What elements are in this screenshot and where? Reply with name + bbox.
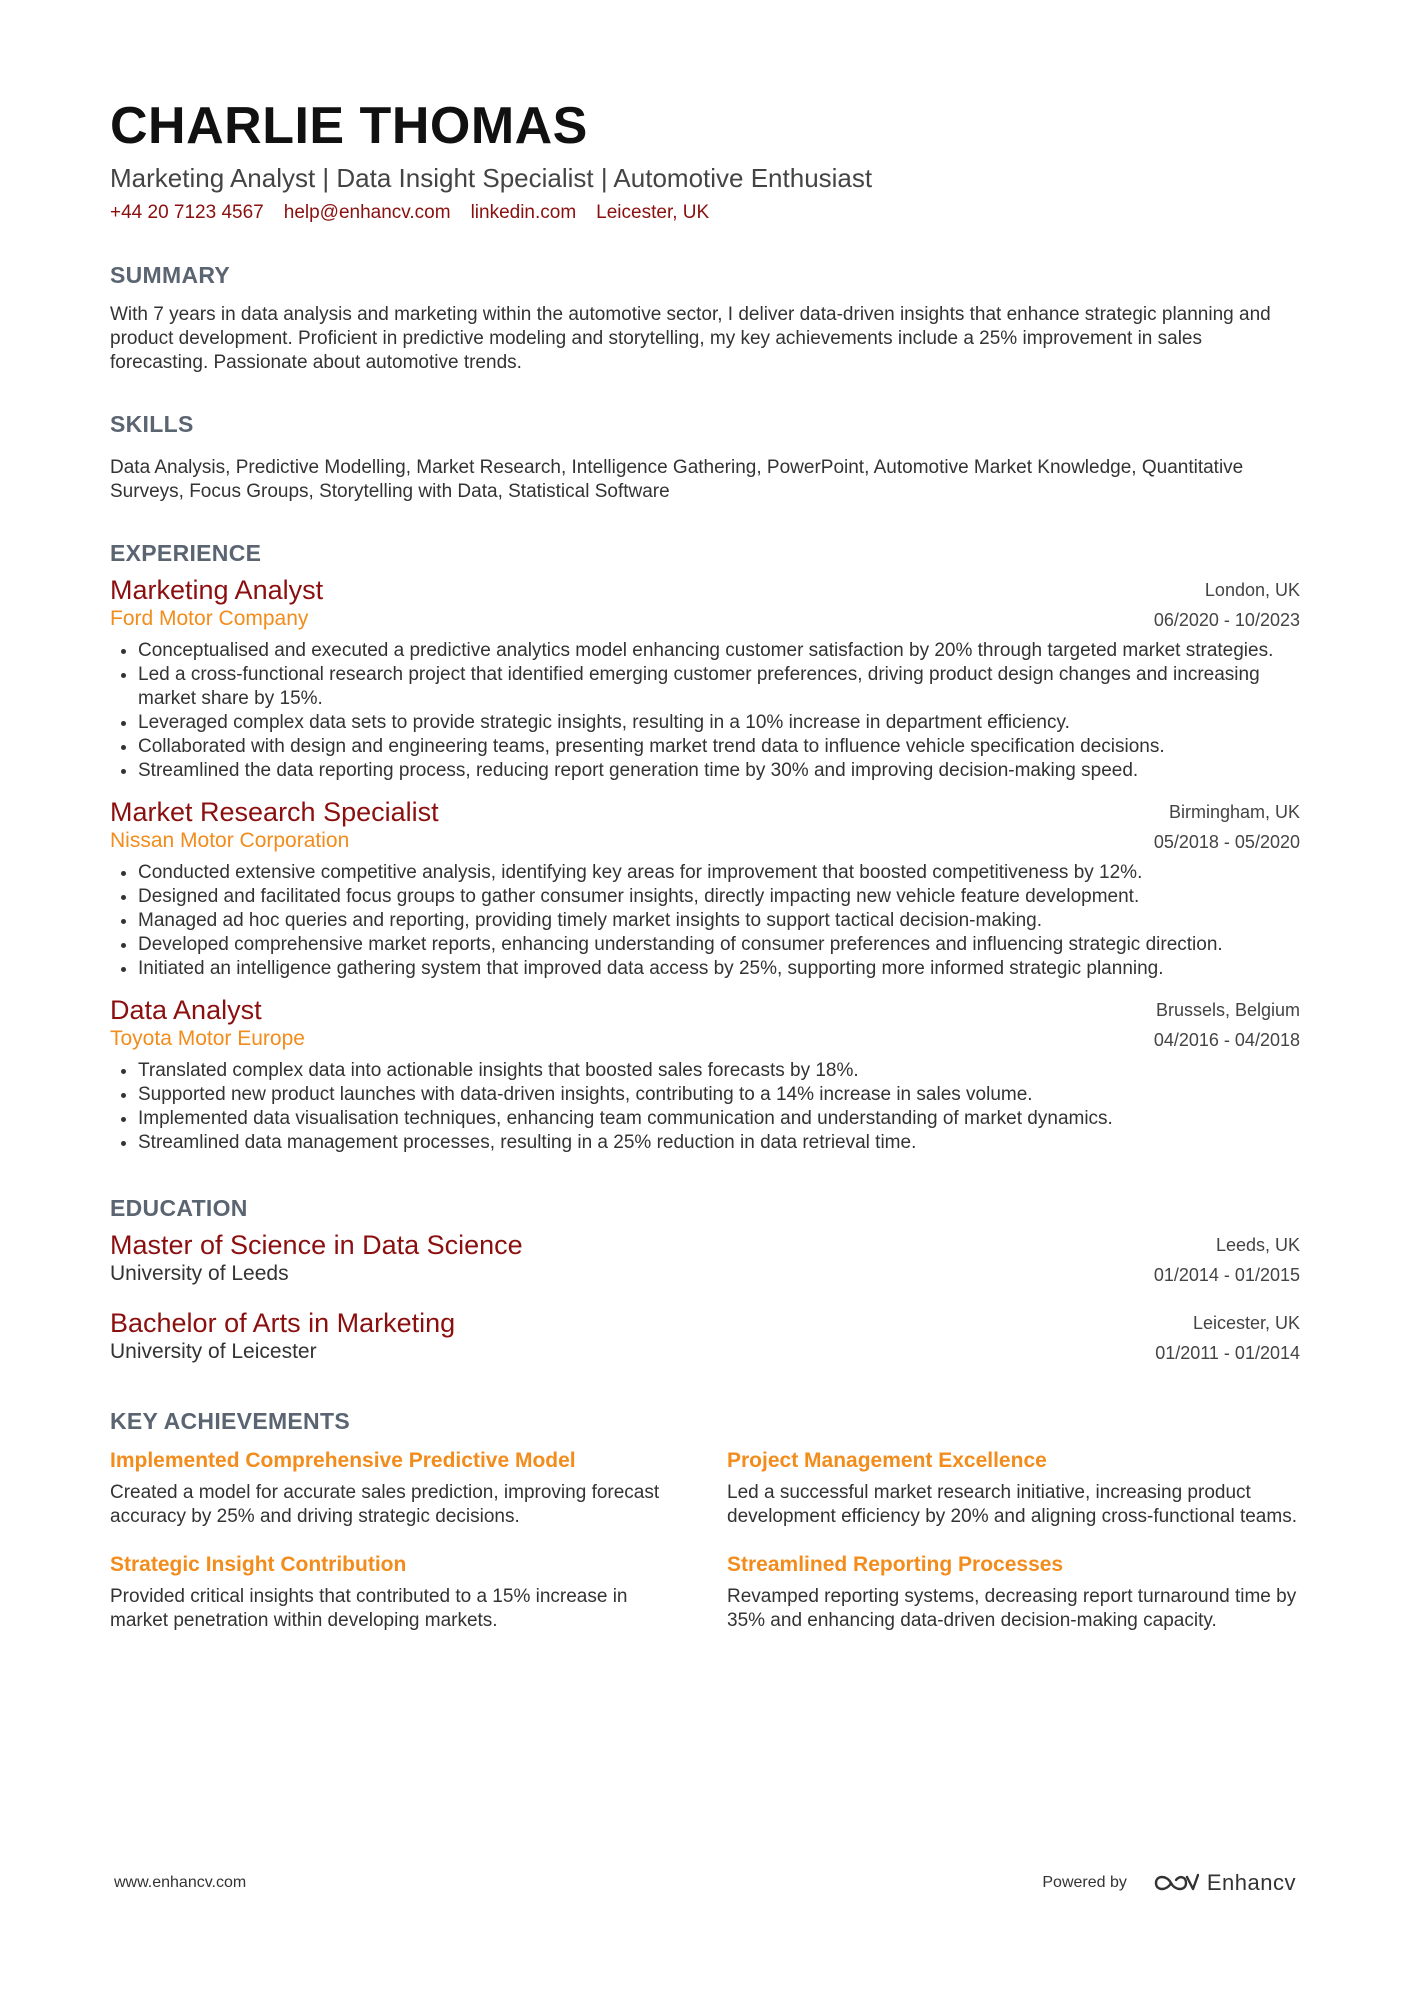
- skill-item: Storytelling with Data ,: [319, 481, 508, 502]
- experience-section: [110, 540, 1300, 1155]
- skills-section: [110, 411, 1300, 504]
- summary-section: [110, 262, 1300, 375]
- school-location: Leeds, UK: [1215, 1234, 1300, 1255]
- bullet-item: • Conceptualised and executed a predictive analytics model enhancing customer satisfaction by 20% through targeted market strategies.: [138, 639, 1300, 663]
- achievement-item: [727, 1449, 1300, 1529]
- section-title-experience: EXPERIENCE: [110, 539, 262, 566]
- location-text: Leicester, UK: [596, 201, 710, 223]
- achievement-desc: Led a successful market research initiative, increasing product development efficiency by 20% and aligning cross-functional teams.: [727, 1481, 1297, 1527]
- achievements-section: [110, 1408, 1300, 1633]
- experience-entry: [110, 797, 1300, 981]
- section-title-education: EDUCATION: [110, 1194, 248, 1221]
- bullet-item: • Designed and facilitated focus groups to gather consumer insights, directly impacting new vehicle feature development.: [138, 885, 1300, 909]
- skill-item: Predictive Modelling ,: [236, 457, 417, 478]
- bullet-item: • Streamlined the data reporting process, reducing report generation time by 30% and improving decision-making speed.: [138, 759, 1300, 783]
- company-name: Ford Motor Company: [110, 606, 309, 630]
- bullet-item: • Developed comprehensive market reports, enhancing understanding of consumer preferences and influencing strategic direction.: [138, 933, 1300, 957]
- achievement-title: Project Management Excellence: [727, 1448, 1047, 1472]
- job-location: Birmingham, UK: [1168, 801, 1300, 822]
- summary-text: With 7 years in data analysis and marketing within the automotive sector, I deliver data-driven insights that enhance strategic planning and product development. Proficient in predictive modeling and storytelling, my key achievements include a 25% improvement in sales forecasting. Passionate about automotive trends.: [110, 303, 1271, 373]
- section-title-achievements: KEY ACHIEVEMENTS: [110, 1407, 350, 1434]
- powered-by-label: Powered by: [1042, 1874, 1127, 1891]
- job-bullets: [110, 1059, 1300, 1155]
- bullet-item: • Collaborated with design and engineering teams, presenting market trend data to influence vehicle specification decisions.: [138, 735, 1300, 759]
- candidate-headline: Marketing Analyst | Data Insight Specialist | Automotive Enthusiast: [110, 163, 873, 193]
- achievement-title: Implemented Comprehensive Predictive Model: [110, 1448, 576, 1472]
- enhancv-logo-icon: [1153, 1871, 1199, 1895]
- phone-link[interactable]: +44 20 7123 4567: [110, 201, 264, 223]
- bullet-item: • Leveraged complex data sets to provide strategic insights, resulting in a 10% increase in department efficiency.: [138, 711, 1300, 735]
- company-name: Toyota Motor Europe: [110, 1026, 305, 1050]
- bullet-item: • Led a cross-functional research project that identified emerging customer preferences, driving product design changes and increasing market share by 15%.: [138, 663, 1300, 711]
- section-title-summary: SUMMARY: [110, 261, 231, 288]
- achievements-grid: [110, 1449, 1300, 1633]
- page-footer: [114, 1870, 1296, 1896]
- bullet-item: • Conducted extensive competitive analysis, identifying key areas for improvement that boosted competitiveness by 12%.: [138, 861, 1300, 885]
- degree-title: Bachelor of Arts in Marketing: [110, 1307, 456, 1338]
- powered-by: [1042, 1870, 1296, 1896]
- school-name: University of Leeds: [110, 1261, 289, 1285]
- bullet-item: • Supported new product launches with data-driven insights, contributing to a 14% increase in sales volume.: [138, 1083, 1300, 1107]
- achievement-title: Strategic Insight Contribution: [110, 1552, 407, 1576]
- school-name: University of Leicester: [110, 1339, 317, 1363]
- contact-row: [110, 202, 1300, 224]
- skill-item: Quantitative Surveys ,: [110, 457, 1243, 502]
- achievement-item: [110, 1449, 683, 1529]
- resume-header: [110, 97, 1300, 224]
- achievement-desc: Provided critical insights that contributed to a 15% increase in market penetration within developing markets.: [110, 1585, 628, 1631]
- job-title: Data Analyst: [110, 994, 262, 1025]
- brand-logo[interactable]: [1153, 1870, 1296, 1896]
- school-dates: 01/2014 - 01/2015: [1153, 1264, 1300, 1285]
- bullet-item: • Managed ad hoc queries and reporting, providing timely market insights to support tactical decision-making.: [138, 909, 1300, 933]
- school-dates: 01/2011 - 01/2014: [1155, 1342, 1300, 1363]
- education-entry: [110, 1308, 1300, 1368]
- job-title: Market Research Specialist: [110, 796, 439, 827]
- bullet-item: • Implemented data visualisation techniques, enhancing team communication and understanding of market dynamics.: [138, 1107, 1300, 1131]
- school-location: Leicester, UK: [1192, 1312, 1300, 1333]
- brand-name: Enhancv: [1206, 1870, 1296, 1895]
- bullet-item: • Initiated an intelligence gathering system that improved data access by 25%, supporting more informed strategic planning.: [138, 957, 1300, 981]
- achievement-title: Streamlined Reporting Processes: [727, 1552, 1064, 1576]
- bullet-item: • Streamlined data management processes, resulting in a 25% reduction in data retrieval time.: [138, 1131, 1300, 1155]
- achievement-desc: Revamped reporting systems, decreasing report turnaround time by 35% and enhancing data-driven decision-making capacity.: [727, 1585, 1297, 1631]
- achievement-item: [727, 1553, 1300, 1633]
- skills-list: [110, 456, 1300, 504]
- degree-title: Master of Science in Data Science: [110, 1229, 523, 1260]
- skill-item: Automotive Market Knowledge ,: [874, 457, 1142, 478]
- job-dates: 05/2018 - 05/2020: [1153, 831, 1300, 852]
- candidate-name: CHARLIE THOMAS: [110, 97, 588, 155]
- job-bullets: [110, 861, 1300, 981]
- job-location: Brussels, Belgium: [1155, 999, 1300, 1020]
- job-location: London, UK: [1204, 579, 1300, 600]
- job-title: Marketing Analyst: [110, 574, 324, 605]
- education-entry: [110, 1230, 1300, 1290]
- skill-item: Market Research ,: [416, 457, 571, 478]
- job-bullets: [110, 639, 1300, 783]
- company-name: Nissan Motor Corporation: [110, 828, 350, 852]
- linkedin-link[interactable]: linkedin.com: [470, 201, 577, 223]
- skill-item: PowerPoint ,: [767, 457, 874, 478]
- email-link[interactable]: help@enhancv.com: [283, 201, 451, 223]
- job-dates: 06/2020 - 10/2023: [1153, 609, 1300, 630]
- website-link[interactable]: www.enhancv.com: [114, 1874, 247, 1891]
- bullet-item: • Translated complex data into actionable insights that boosted sales forecasts by 18%.: [138, 1059, 1300, 1083]
- skill-item: Intelligence Gathering ,: [572, 457, 767, 478]
- job-dates: 04/2016 - 04/2018: [1153, 1029, 1300, 1050]
- experience-entry: [110, 575, 1300, 783]
- achievement-desc: Created a model for accurate sales prediction, improving forecast accuracy by 25% and driving strategic decisions.: [110, 1481, 660, 1527]
- experience-entry: [110, 995, 1300, 1155]
- education-section: [110, 1195, 1300, 1368]
- skill-item: Statistical Software: [508, 480, 670, 502]
- section-title-skills: SKILLS: [110, 410, 194, 437]
- achievement-item: [110, 1553, 683, 1633]
- skill-item: Data Analysis ,: [110, 457, 236, 478]
- skill-item: Focus Groups ,: [189, 481, 319, 502]
